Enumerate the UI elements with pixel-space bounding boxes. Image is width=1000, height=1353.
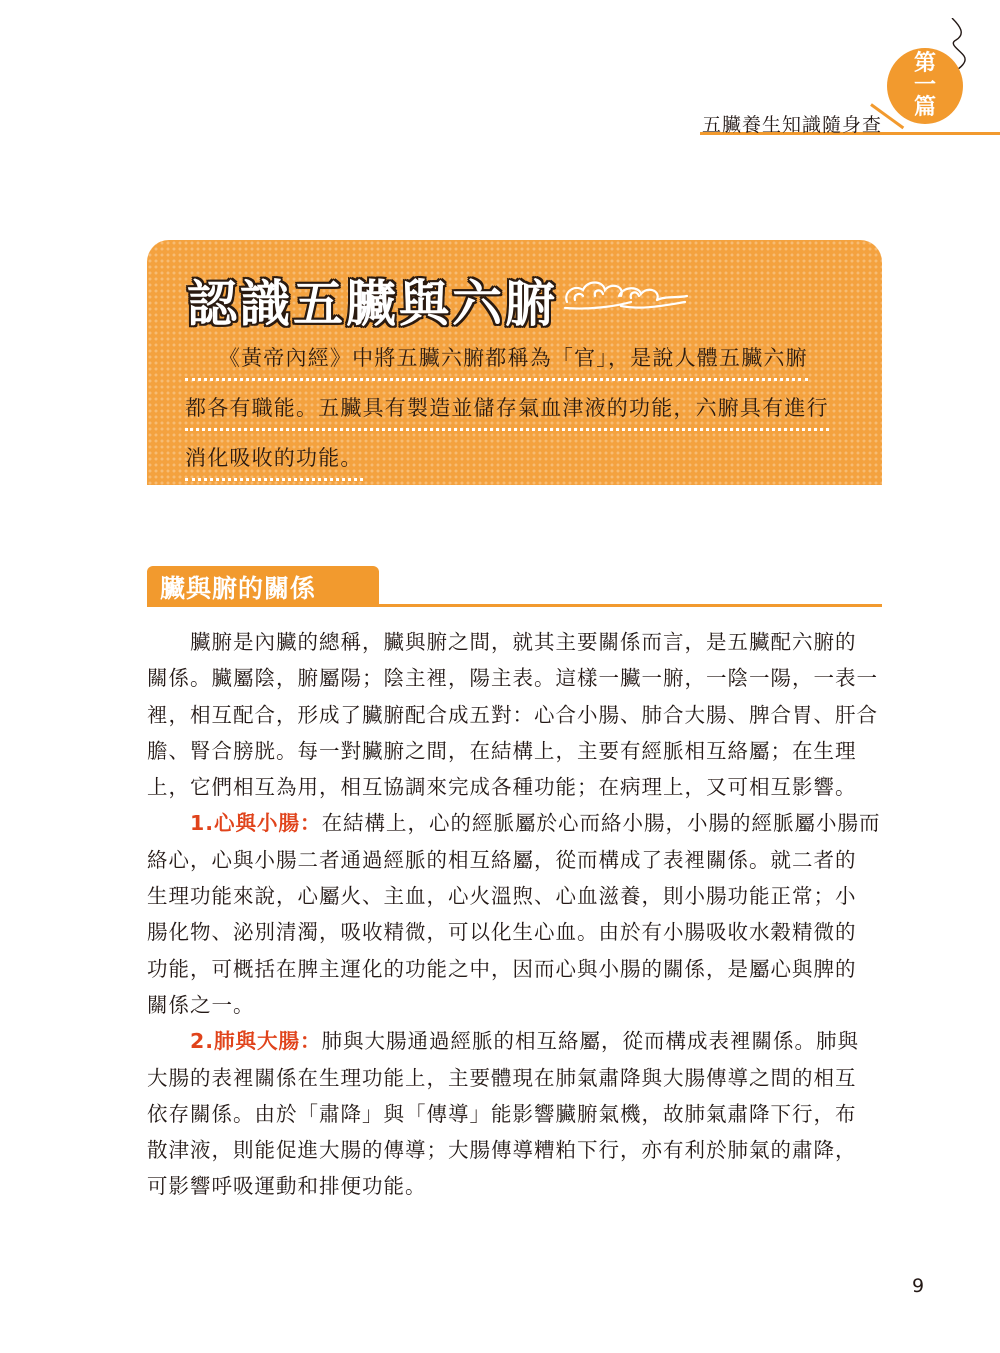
intro-text (185, 336, 865, 486)
p2-line-1 (147, 805, 887, 841)
p2-line-3: 生理功能來說，心屬火、主血，心火溫煦、心血滋養，則小腸功能正常；小 (147, 884, 857, 909)
chapter-badge (887, 48, 963, 124)
p2-line-6: 關係之一。 (147, 992, 255, 1017)
intro-title: 認識五臟與六腑 (187, 275, 558, 333)
p2-line-4: 腸化物、泌別清濁，吸收精微，可以化生心血。由於有小腸吸收水穀精微的 (147, 920, 857, 945)
auspicious-cloud-icon (561, 266, 691, 318)
p3-line-4: 散津液，則能促進大腸的傳導；大腸傳導糟粕下行，亦有利於肺氣的肅降， (147, 1138, 857, 1163)
p1-line-4: 膽、腎合膀胱。每一對臟腑之間，在結構上，主要有經脈相互絡屬；在生理 (147, 738, 857, 763)
body-text (147, 624, 887, 1205)
p3-line-1 (147, 1023, 887, 1059)
intro-line-3: 消化吸收的功能。 (185, 438, 363, 481)
intro-box (147, 240, 882, 485)
p2-line-2: 絡心，心與小腸二者通過經脈的相互絡屬，從而構成了表裡關係。就二者的 (147, 847, 857, 872)
running-title: 五臟養生知識隨身查 (702, 114, 883, 136)
p1-line-5: 上，它們相互為用，相互協調來完成各種功能；在病理上，又可相互影響。 (147, 775, 857, 800)
section-title: 臟與腑的關係 (160, 574, 317, 603)
p2-label: 1.心與小腸： (190, 811, 322, 836)
p3-label: 2.肺與大腸： (190, 1029, 322, 1054)
p3-line-1-text: 肺與大腸通過經脈的相互絡屬，從而構成表裡關係。肺與 (321, 1029, 860, 1054)
p1-line-2: 關係。臟屬陰，腑屬陽；陰主裡，陽主表。這樣一臟一腑，一陰一陽，一表一 (147, 666, 878, 691)
intro-line-1: 《黃帝內經》中將五臟六腑都稱為「官」，是說人體五臟六腑 (185, 338, 808, 381)
p2-line-5: 功能，可概括在脾主運化的功能之中，因而心與小腸的關係，是屬心與脾的 (147, 956, 857, 981)
chapter-badge-char-1: 第 (913, 51, 936, 76)
page-number: 9 (912, 1275, 925, 1297)
chapter-badge-char-2: 一 (913, 73, 936, 98)
p3-line-2: 大腸的表裡關係在生理功能上，主要體現在肺氣肅降與大腸傳導之間的相互 (147, 1065, 857, 1090)
chapter-badge-char-3: 篇 (913, 95, 936, 120)
intro-line-2: 都各有職能。五臟具有製造並儲存氣血津液的功能，六腑具有進行 (185, 388, 829, 431)
p1-line-3: 裡，相互配合，形成了臟腑配合成五對：心合小腸、肺合大腸、脾合胃、肝合 (147, 702, 878, 727)
p3-line-5: 可影響呼吸運動和排便功能。 (147, 1174, 427, 1199)
p2-line-1-text: 在結構上，心的經脈屬於心而絡小腸，小腸的經脈屬小腸而 (321, 811, 881, 836)
p1-line-1: 臟腑是內臟的總稱，臟與腑之間，就其主要關係而言，是五臟配六腑的 (147, 630, 857, 654)
p3-line-3: 依存關係。由於「肅降」與「傳導」能影響臟腑氣機，故肺氣肅降下行，布 (147, 1101, 857, 1126)
